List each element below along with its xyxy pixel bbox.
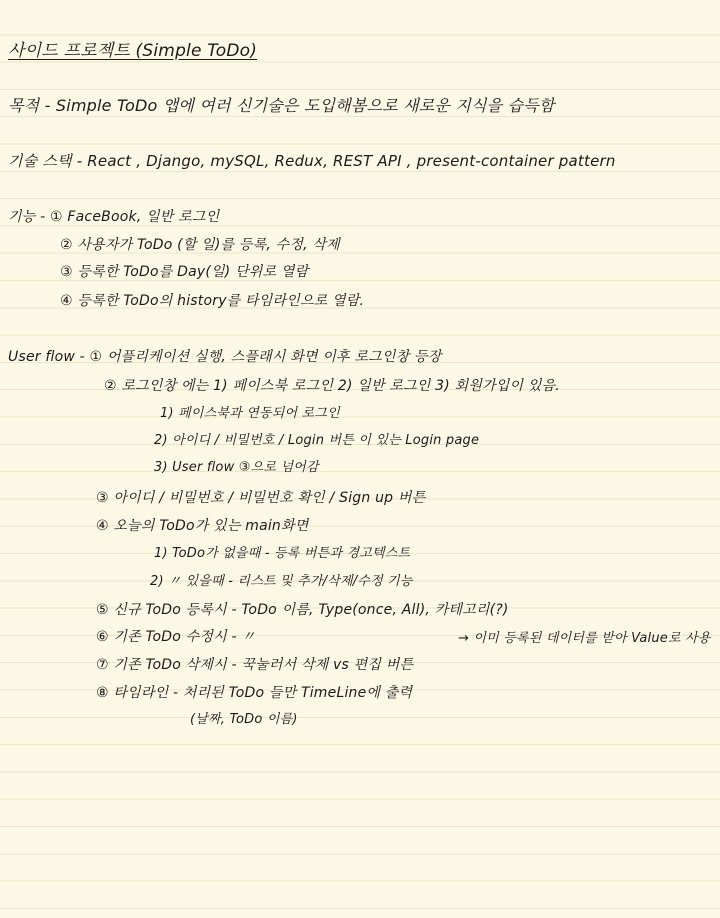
userflow-item-2-sub-2: 2) 아이디 / 비밀번호 / Login 버튼 이 있는 Login page [154,433,480,448]
userflow-item-7: ⑦ 기존 ToDo 삭제시 - 꾹눌러서 삭제 vs 편집 버튼 [96,657,414,673]
userflow-item-8: ⑧ 타임라인 - 처리된 ToDo 들만 TimeLine에 출력 [96,685,413,701]
userflow-item-3: ③ 아이디 / 비밀번호 / 비밀번호 확인 / Sign up 버튼 [96,490,426,506]
userflow-item-2: ② 로그인창 에는 1) 페이스북 로그인 2) 일반 로그인 3) 회원가입이 있음. [104,378,560,394]
userflow-item-4-sub-2: 2) 〃 있을때 - 리스트 및 추가/삭제/수정 기능 [150,574,413,589]
userflow-item-1: User flow - ① 어플리케이션 실행, 스플래시 화면 이후 로그인창 등장 [8,349,442,365]
feature-item-1: 기능 - ① FaceBook, 일반 로그인 [8,209,220,225]
userflow-item-2-sub-1: 1) 페이스북과 연동되어 로그인 [160,406,340,421]
userflow-item-4-sub-1: 1) ToDo가 없을때 - 등록 버튼과 경고텍스트 [154,546,411,561]
feature-item-2: ② 사용자가 ToDo (할 일)를 등록, 수정, 삭제 [60,237,340,253]
page-title: 사이드 프로젝트 (Simple ToDo) [8,41,258,61]
userflow-item-4: ④ 오늘의 ToDo가 있는 main화면 [96,518,309,534]
tech-stack-line: 기술 스택 - React , Django, mySQL, Redux, REST API , present-container pattern [8,152,616,170]
feature-item-4: ④ 등록한 ToDo의 history를 타임라인으로 열람. [60,293,365,309]
userflow-item-2-sub-3: 3) User flow ③으로 넘어감 [154,460,319,475]
feature-item-3: ③ 등록한 ToDo를 Day(일) 단위로 열람 [60,264,309,280]
userflow-item-6: ⑥ 기존 ToDo 수정시 - 〃 [96,629,256,645]
goal-line: 목적 - Simple ToDo 앱에 여러 신기술은 도입해봄으로 새로운 지식을 습득함 [8,96,555,115]
userflow-item-8-sub: (날짜, ToDo 이름) [190,712,298,727]
userflow-item-6-note: → 이미 등록된 데이터를 받아 Value로 사용 [458,631,711,646]
userflow-item-5: ⑤ 신규 ToDo 등록시 - ToDo 이름, Type(once, All), 카테고리(?) [96,602,509,618]
